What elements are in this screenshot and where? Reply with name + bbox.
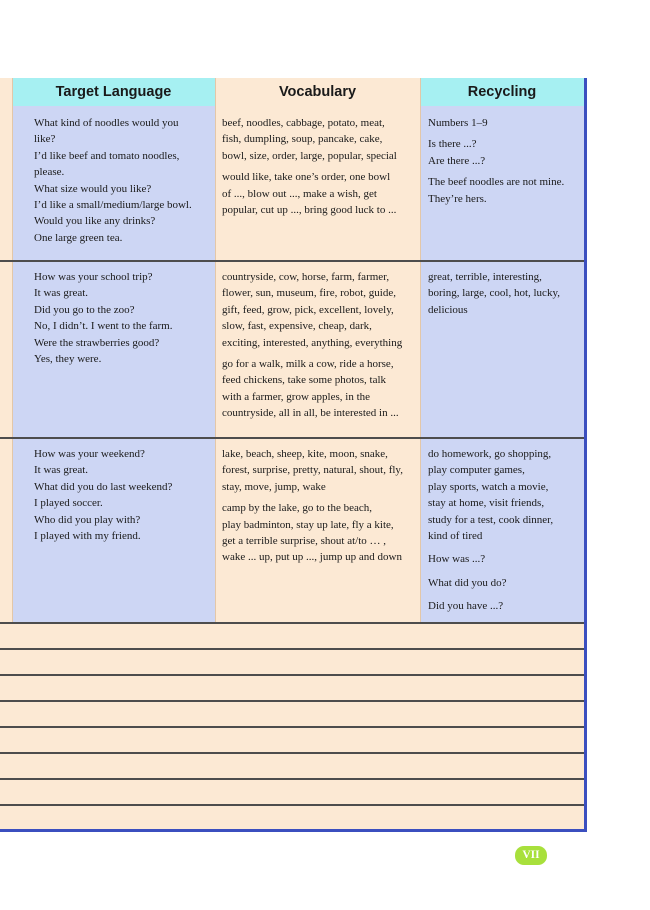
blank-row-line [0, 726, 584, 728]
header-recycling: Recycling [420, 78, 584, 106]
text-line: exciting, interested, anything, everything [222, 336, 403, 349]
text-line: Yes, they were. [34, 353, 102, 366]
text-line: play computer games, [428, 464, 525, 477]
blank-row-line [0, 674, 584, 676]
text-line: What did you do? [428, 576, 507, 589]
text-line: play sports, watch a movie, [428, 480, 549, 493]
header-vocabulary: Vocabulary [215, 78, 420, 106]
text-line: countryside, all in all, be interested in ... [222, 407, 399, 420]
column-divider [215, 78, 216, 622]
header-target-language: Target Language [12, 78, 215, 106]
text-line: study for a test, cook dinner, [428, 513, 554, 526]
text-line: Are there ...? [428, 154, 486, 167]
blank-row-line [0, 778, 584, 780]
row1-target-language [34, 115, 192, 246]
text-line: forest, surprise, pretty, natural, shout, fly, [222, 464, 403, 477]
text-line: bowl, size, order, large, popular, special [222, 149, 397, 162]
text-line: camp by the lake, go to the beach, [222, 502, 372, 515]
text-line: I played with my friend. [34, 530, 141, 543]
text-line: What size would you like? [34, 182, 152, 195]
text-line: boring, large, cool, hot, lucky, [428, 287, 560, 300]
text-line: feed chickens, take some photos, talk [222, 374, 387, 387]
text-line: play badminton, stay up late, fly a kite, [222, 518, 394, 531]
text-line: The beef noodles are not mine. [428, 176, 565, 189]
row-divider [0, 437, 584, 439]
table-header-row [0, 78, 584, 106]
text-line: great, terrible, interesting, [428, 271, 542, 283]
text-line: beef, noodles, cabbage, potato, meat, [222, 117, 385, 129]
column-divider [420, 78, 421, 622]
row3-recycling [428, 446, 553, 615]
row1-recycling [428, 115, 564, 207]
text-line: They’re hers. [428, 192, 487, 205]
text-line: Who did you play with? [34, 513, 141, 526]
text-line: Would you like any drinks? [34, 215, 156, 228]
row-divider [0, 622, 584, 624]
text-line: go for a walk, milk a cow, ride a horse, [222, 358, 394, 371]
text-line: popular, cut up ..., bring good luck to ... [222, 204, 397, 217]
text-line: please. [34, 166, 65, 179]
text-line: flower, sun, museum, fire, robot, guide, [222, 287, 396, 300]
text-line: would like, take one’s order, one bowl [222, 171, 391, 184]
text-line: delicious [428, 303, 468, 316]
text-line: Did you have ...? [428, 600, 504, 613]
text-line: Were the strawberries good? [34, 336, 160, 349]
row-divider [0, 260, 584, 262]
left-margin-column [0, 106, 12, 622]
row2-recycling [428, 269, 560, 318]
blank-row-line [0, 700, 584, 702]
blank-row-line [0, 752, 584, 754]
text-line: slow, fast, expensive, cheap, dark, [222, 320, 372, 333]
text-line: of ..., blow out ..., make a wish, get [222, 187, 377, 200]
row3-vocabulary [222, 446, 403, 566]
row2-vocabulary [222, 269, 402, 422]
text-line: like? [34, 133, 56, 146]
text-line: No, I didn’t. I went to the farm. [34, 320, 173, 333]
text-line: It was great. [34, 287, 89, 300]
text-line: How was your weekend? [34, 448, 145, 460]
text-line: stay at home, visit friends, [428, 497, 545, 510]
text-line: I’d like beef and tomato noodles, [34, 149, 180, 162]
blank-row-line [0, 648, 584, 650]
row1-vocabulary [222, 115, 397, 218]
text-line: gift, feed, grow, pick, excellent, lovely, [222, 303, 394, 316]
text-line: lake, beach, sheep, kite, moon, snake, [222, 448, 388, 460]
text-line: Did you go to the zoo? [34, 303, 135, 316]
blank-row-line [0, 804, 584, 806]
text-line: It was great. [34, 464, 89, 477]
text-line: countryside, cow, horse, farm, farmer, [222, 271, 390, 283]
text-line: What did you do last weekend? [34, 480, 173, 493]
text-line: Is there ...? [428, 138, 477, 151]
column-divider [12, 78, 13, 622]
text-line: Numbers 1–9 [428, 117, 488, 129]
text-line: with a farmer, grow apples, in the [222, 390, 371, 403]
text-line: do homework, go shopping, [428, 448, 552, 460]
row2-target-language [34, 269, 173, 367]
row3-target-language [34, 446, 172, 544]
text-line: How was ...? [428, 553, 486, 566]
page-number-badge: VII [515, 846, 547, 865]
text-line: How was your school trip? [34, 271, 153, 283]
text-line: kind of tired [428, 530, 483, 543]
text-line: get a terrible surprise, shout at/to … , [222, 535, 387, 548]
text-line: fish, dumpling, soup, pancake, cake, [222, 133, 383, 146]
text-line: What kind of noodles would you [34, 117, 179, 129]
text-line: wake ... up, put up ..., jump up and down [222, 551, 402, 564]
text-line: I played soccer. [34, 497, 103, 510]
text-line: stay, move, jump, wake [222, 480, 326, 493]
text-line: One large green tea. [34, 231, 123, 244]
text-line: I’d like a small/medium/large bowl. [34, 199, 192, 212]
